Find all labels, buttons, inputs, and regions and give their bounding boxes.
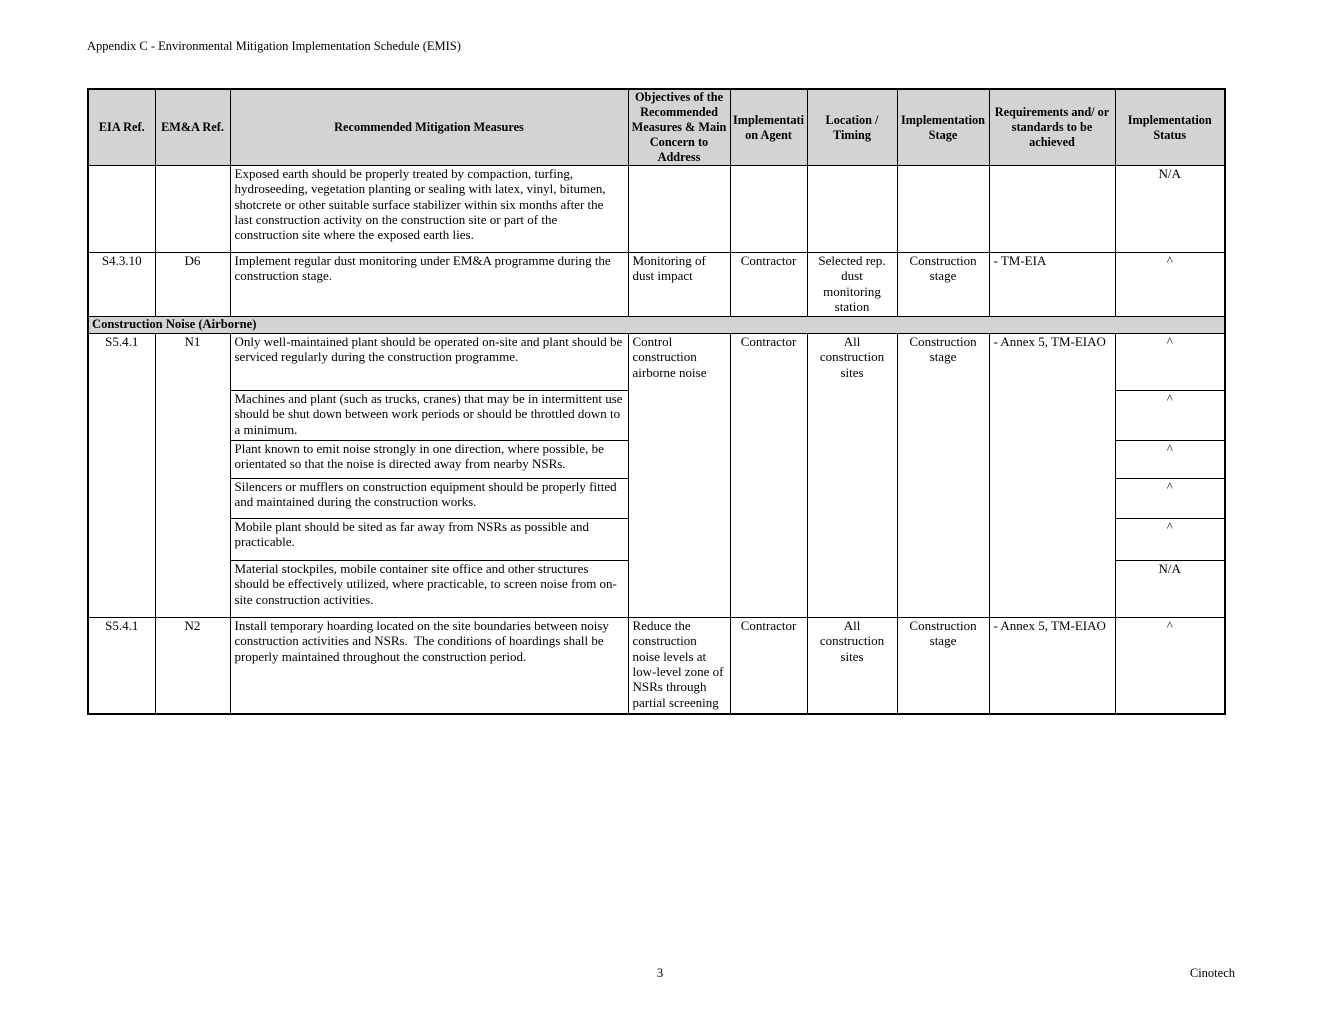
section-header-label: Construction Noise (Airborne)	[88, 317, 1225, 334]
table-row	[88, 253, 1225, 317]
cell-stage: Construction stage	[897, 618, 989, 714]
header-location-timing: Location / Timing	[807, 89, 897, 166]
cell-location	[807, 166, 897, 253]
cell-status: ^	[1115, 618, 1225, 714]
page-title: Appendix C - Environmental Mitigation Implementation Schedule (EMIS)	[87, 39, 461, 53]
cell-agent	[730, 166, 807, 253]
cell-agent: Contractor	[730, 618, 807, 714]
cell-ema-ref: N2	[155, 618, 230, 714]
cell-status: N/A	[1115, 166, 1225, 253]
cell-stage: Construction stage	[897, 253, 989, 317]
cell-eia-ref	[88, 166, 155, 253]
cell-requirements	[989, 166, 1115, 253]
header-requirements: Requirements and/ or standards to be achieved	[989, 89, 1115, 166]
table-row	[88, 166, 1225, 253]
cell-agent: Contractor	[730, 334, 807, 618]
cell-measure: Material stockpiles, mobile container site office and other structures should be effectively utilized, where practicable, to screen noise from on-site construction activities.	[230, 561, 628, 618]
cell-objective	[628, 166, 730, 253]
cell-requirements: - Annex 5, TM-EIAO	[989, 618, 1115, 714]
header-eia-ref: EIA Ref.	[88, 89, 155, 166]
cell-status: ^	[1115, 441, 1225, 479]
cell-requirements: - Annex 5, TM-EIAO	[989, 334, 1115, 618]
cell-measure: Silencers or mufflers on construction equipment should be properly fitted and maintained during the construction works.	[230, 479, 628, 519]
cell-status: ^	[1115, 479, 1225, 519]
cell-stage	[897, 166, 989, 253]
header-status: Implementation Status	[1115, 89, 1225, 166]
cell-status: ^	[1115, 334, 1225, 391]
emis-table	[87, 88, 1226, 715]
table-row	[88, 334, 1225, 391]
cell-agent: Contractor	[730, 253, 807, 317]
cell-measure: Only well-maintained plant should be operated on-site and plant should be serviced regularly during the construction programme.	[230, 334, 628, 391]
cell-eia-ref: S5.4.1	[88, 334, 155, 618]
cell-location: All construction sites	[807, 618, 897, 714]
cell-location: Selected rep. dust monitoring station	[807, 253, 897, 317]
cell-status: N/A	[1115, 561, 1225, 618]
header-agent: Implementati​on Agent	[730, 89, 807, 166]
cell-measure: Install temporary hoarding located on the site boundaries between noisy construction activities and NSRs. The conditions of hoardings shall be properly maintained throughout the construction period.	[230, 618, 628, 714]
header-stage: Implementation Stage	[897, 89, 989, 166]
header-measures: Recommended Mitigation Measures	[230, 89, 628, 166]
cell-ema-ref	[155, 166, 230, 253]
cell-measure: Plant known to emit noise strongly in one direction, where possible, be orientated so that the noise is directed away from nearby NSRs.	[230, 441, 628, 479]
cell-eia-ref: S5.4.1	[88, 618, 155, 714]
cell-ema-ref: N1	[155, 334, 230, 618]
cell-objective: Monitoring of dust impact	[628, 253, 730, 317]
cell-measure: Exposed earth should be properly treated by compaction, turfing, hydroseeding, vegetation planting or sealing with latex, vinyl, bitumen, shotcrete or other suitable surface stabilizer within six months after the last construction activity on the construction site or part of the construction site where the exposed earth lies.	[230, 166, 628, 253]
cell-measure: Implement regular dust monitoring under EM&A programme during the construction stage.	[230, 253, 628, 317]
section-header-row	[88, 317, 1225, 334]
table-header-row	[88, 89, 1225, 166]
cell-stage: Construction stage	[897, 334, 989, 618]
cell-requirements: - TM-EIA	[989, 253, 1115, 317]
cell-location: All construction sites	[807, 334, 897, 618]
header-objectives: Objectives of the Recommended Measures & Main Concern to Address	[628, 89, 730, 166]
cell-measure: Mobile plant should be sited as far away from NSRs as possible and practicable.	[230, 519, 628, 561]
page-number: 3	[656, 966, 664, 980]
cell-status: ^	[1115, 391, 1225, 441]
table-row	[88, 618, 1225, 714]
header-ema-ref: EM&A Ref.	[155, 89, 230, 166]
cell-status: ^	[1115, 253, 1225, 317]
cell-eia-ref: S4.3.10	[88, 253, 155, 317]
cell-objective: Control construction airborne noise	[628, 334, 730, 618]
cell-status: ^	[1115, 519, 1225, 561]
footer-company: Cinotech	[1189, 966, 1235, 980]
cell-objective: Reduce the construction noise levels at low-level zone of NSRs through partial screening	[628, 618, 730, 714]
cell-ema-ref: D6	[155, 253, 230, 317]
cell-measure: Machines and plant (such as trucks, cranes) that may be in intermittent use should be shut down between work periods or should be throttled down to a minimum.	[230, 391, 628, 441]
